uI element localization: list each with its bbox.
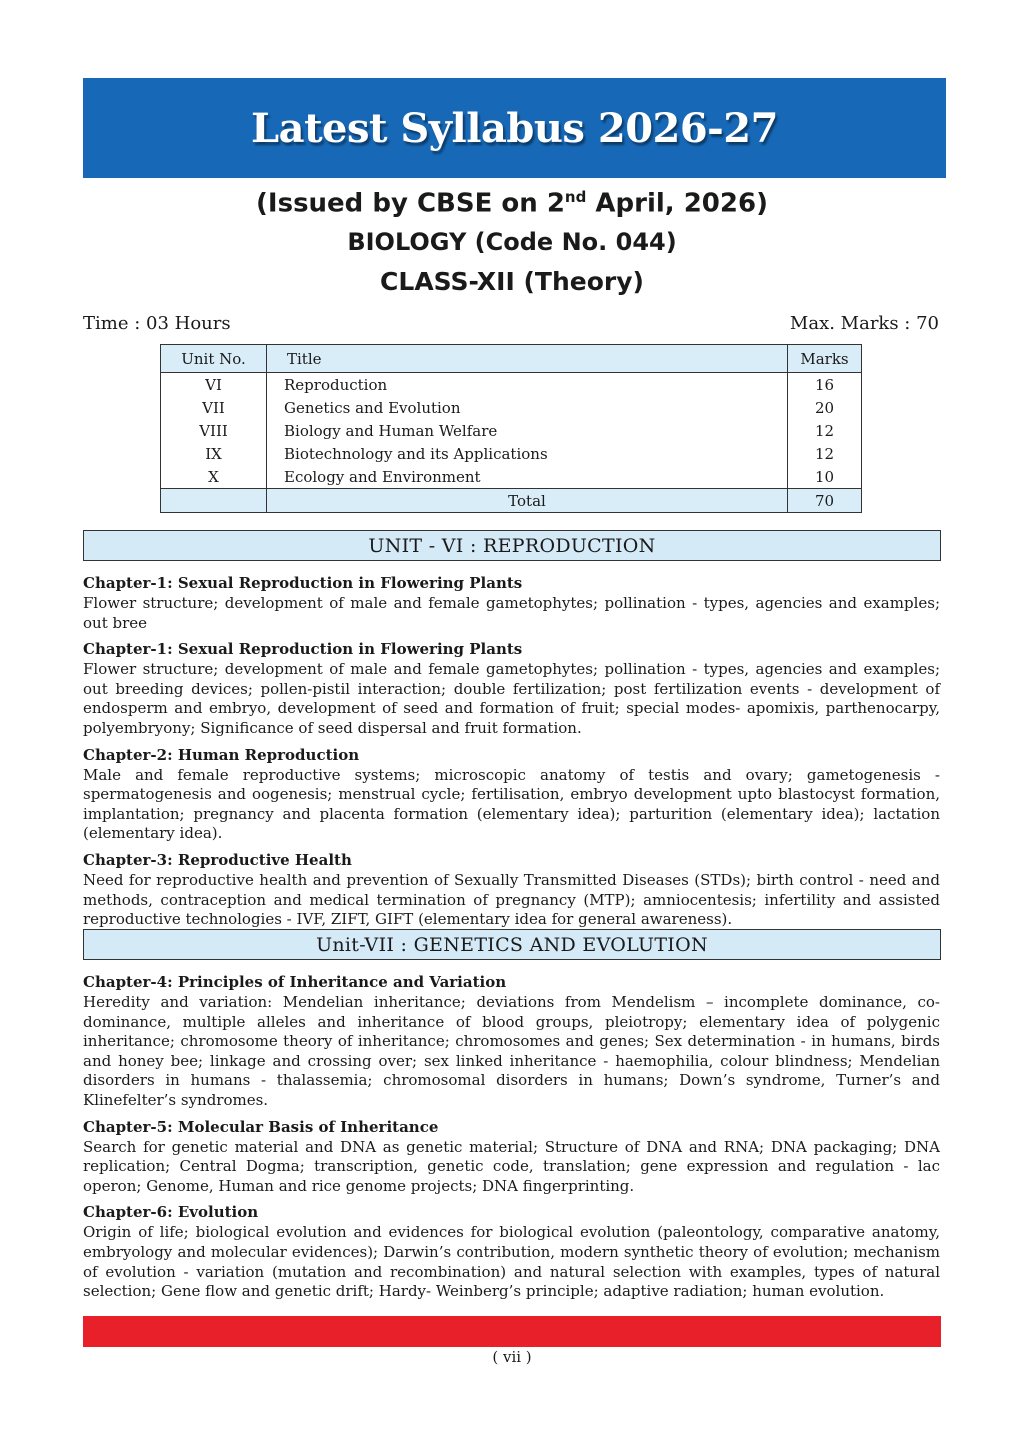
marks-cell: 20	[788, 396, 862, 419]
unit-vi-section	[83, 573, 940, 936]
table-row	[161, 442, 862, 465]
title-cell: Biology and Human Welfare	[267, 419, 788, 442]
chapter-title: Chapter-1: Sexual Reproduction in Flowering Plants	[83, 574, 523, 592]
unit-cell: IX	[161, 442, 267, 465]
table-row	[161, 419, 862, 442]
page-number: ( vii )	[492, 1348, 532, 1366]
unit-cell: VIII	[161, 419, 267, 442]
title-cell: Ecology and Environment	[267, 465, 788, 489]
header-marks: Marks	[788, 345, 862, 373]
chapter-text: Need for reproductive health and prevention of Sexually Transmitted Diseases (STDs); birth control - need and methods, contraception and medical termination of pregnancy (MTP); amniocentesis; infertility and assisted reproductive technologies - IVF, ZIFT, GIFT (elementary idea for general awareness).	[83, 870, 940, 929]
header-title: Title	[267, 345, 788, 373]
table-row	[161, 465, 862, 489]
marks-cell: 10	[788, 465, 862, 489]
marks-cell: 16	[788, 373, 862, 397]
footer-bar	[83, 1316, 941, 1347]
title-cell: Biotechnology and its Applications	[267, 442, 788, 465]
max-marks-info: Max. Marks : 70	[789, 313, 939, 334]
unit-heading-vi: UNIT - VI : REPRODUCTION	[83, 530, 941, 561]
marks-cell: 12	[788, 442, 862, 465]
total-empty-cell	[161, 489, 267, 513]
marks-cell: 12	[788, 419, 862, 442]
chapter-text: Male and female reproductive systems; microscopic anatomy of testis and ovary; gametogenesis -spermatogenesis and oogenesis; menstrual cycle; fertilisation, embryo development upto blastocyst formation, implantation; pregnancy and placenta formation (elementary idea); parturition (elementary idea); lactation (elementary idea).	[83, 765, 940, 843]
table-row	[161, 396, 862, 419]
chapter-title: Chapter-3: Reproductive Health	[83, 850, 352, 869]
title-cell: Reproduction	[267, 373, 788, 397]
table-row	[161, 373, 862, 397]
total-label: Total	[267, 489, 788, 513]
chapter-title: Chapter-5: Molecular Basis of Inheritance	[83, 1117, 439, 1136]
header-unit: Unit No.	[161, 345, 267, 373]
chapter-text: Search for genetic material and DNA as genetic material; Structure of DNA and RNA; DNA packaging; DNA replication; Central Dogma; transcription, genetic code, translation; gene expression and regulation - lac operon; Genome, Human and rice genome projects; DNA fingerprinting.	[83, 1137, 940, 1195]
chapter-text: Heredity and variation: Mendelian inheritance; deviations from Mendelism – incomplete dominance, co-dominance, multiple alleles and inheritance of blood groups, pleiotropy; elementary idea of polygenic inheritance; chromosome theory of inheritance; chromosomes and genes; Sex determination - in humans, birds and honey bee; linkage and crossing over; sex linked inheritance - haemophilia, colour blindness; Mendelian disorders in humans - thalassemia; chromosomal disorders in humans; Down’s syndrome, Turner’s and Klinefelter’s syndromes.	[83, 993, 940, 1109]
table-total-row	[161, 489, 862, 513]
chapter-text: Flower structure; development of male and female gametophytes; pollination - types, agencies and examples; out breeding devices; pollen-pistil interaction; double fertilization; post fertilization events - development of endosperm and embryo, development of seed and formation of fruit; special modes- apomixis, parthenocarpy, polyembryony; Significance of seed dispersal and fruit formation.	[83, 660, 940, 737]
unit-cell: VI	[161, 373, 267, 397]
total-value: 70	[788, 489, 862, 513]
title-banner	[83, 78, 946, 178]
marks-table	[160, 344, 862, 513]
table-header-row	[161, 345, 862, 373]
issued-prefix: (Issued by CBSE on 2	[256, 188, 565, 219]
chapter-text: Origin of life; biological evolution and evidences for biological evolution (paleontology, comparative anatomy, embryology and molecular evidences); Darwin’s contribution, modern synthetic theory of evolution; mechanism of evolution - variation (mutation and recombination) and natural selection with examples, types of natural selection; Gene flow and genetic drift; Hardy- Weinberg’s principle; adaptive radiation; human evolution.	[83, 1223, 940, 1301]
issued-line	[0, 188, 1024, 219]
unit-vii-section	[83, 972, 940, 1308]
unit-cell: VII	[161, 396, 267, 419]
chapter-text: Flower structure; development of male and female gametophytes; pollination - types, agencies and examples; out bree	[83, 594, 940, 632]
chapter-title: Chapter-4: Principles of Inheritance and Variation	[83, 973, 507, 991]
chapter-title: Chapter-6: Evolution	[83, 1203, 259, 1222]
issued-suffix: April, 2026)	[586, 188, 768, 219]
issued-sup: nd	[564, 188, 587, 206]
subject-line: BIOLOGY (Code No. 044)	[347, 228, 677, 256]
chapter-title: Chapter-1: Sexual Reproduction in Flowering Plants	[83, 640, 523, 659]
title-cell: Genetics and Evolution	[267, 396, 788, 419]
time-info: Time : 03 Hours	[83, 313, 231, 334]
unit-heading-vii: Unit-VII : GENETICS AND EVOLUTION	[83, 929, 941, 960]
class-line: CLASS-XII (Theory)	[380, 267, 644, 296]
unit-cell: X	[161, 465, 267, 489]
chapter-title: Chapter-2: Human Reproduction	[83, 745, 360, 764]
banner-title: Latest Syllabus 2026-27	[251, 104, 778, 152]
